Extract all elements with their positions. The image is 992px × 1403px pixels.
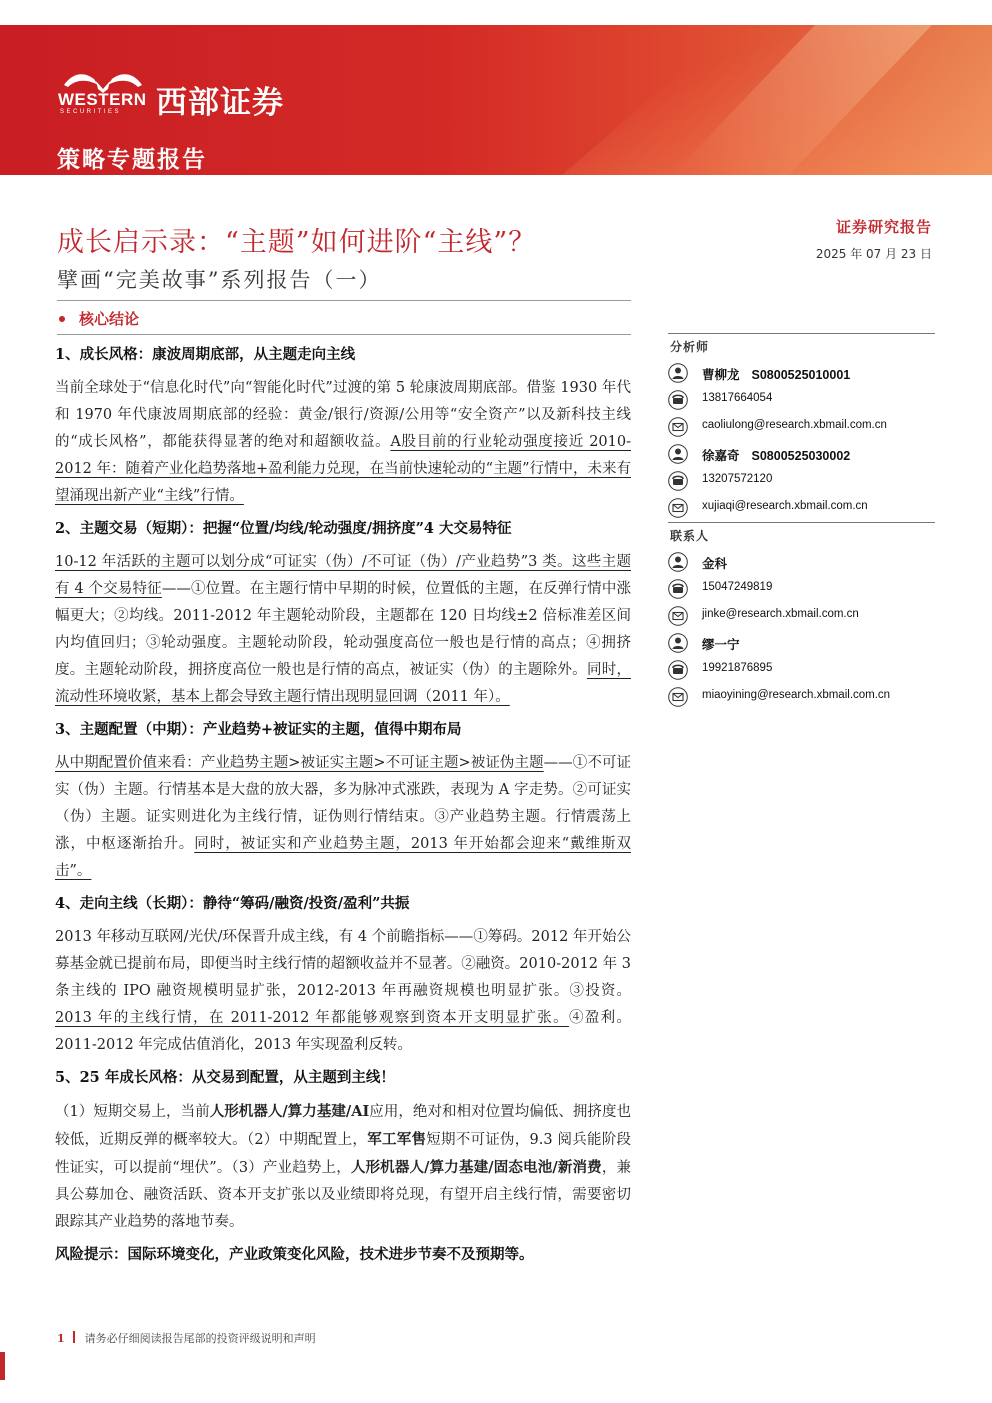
- section-heading-3: 3、主题配置（中期）：产业趋势+被证实的主题，值得中期布局: [55, 721, 462, 738]
- report-subtitle: 擘画“完美故事”系列报告（一）: [57, 268, 382, 292]
- divider: [668, 522, 935, 523]
- underlined-text: 同时，流动性环境收紧，基本上都会导致主题行情出现明显回调（2011 年）。: [55, 662, 632, 705]
- core-conclusion-label: 核心结论: [79, 310, 140, 328]
- logo-english: WESTERN: [58, 90, 147, 109]
- report-title: 成长启示录：“主题”如何进阶“主线”？: [57, 227, 537, 258]
- analyst-name: 曹柳龙: [702, 367, 740, 382]
- email-icon: [668, 687, 688, 707]
- bold-text: 人形机器人/算力基建/固态电池/新消费: [350, 1159, 602, 1176]
- report-date: 2025 年 07 月 23 日: [815, 247, 932, 261]
- section-heading-5: 5、25 年成长风格：从交易到配置，从主题到主线！: [55, 1069, 395, 1086]
- page-footer: [57, 1330, 316, 1346]
- contact-name: 金科: [702, 556, 728, 571]
- phone-icon: [668, 471, 688, 491]
- bullet-dot-icon: [59, 316, 65, 322]
- divider: [57, 334, 631, 335]
- analyst-phone: 13207572120: [702, 473, 773, 485]
- core-conclusion-heading: [57, 308, 139, 329]
- section-heading-1: 1、成长风格：康波周期底部，从主题走向主线: [55, 346, 356, 363]
- contact-name: 缪一宁: [702, 637, 740, 652]
- report-type: 策略专题报告: [57, 146, 207, 173]
- analyst-phone-row: [668, 468, 935, 495]
- footer-divider: [73, 1331, 75, 1343]
- body-text: 2013 年移动互联网/光伏/环保晋升成主线，有 4 个前瞻指标——①筹码。2012 年开始公募基金就已提前布局，即便当时主线行情的超额收益并不显著。②融资。2010-2012 年 3 条主线的 IPO 融资规模明显扩张，2012-2013 年再融资规模也明显扩张。③投资。: [55, 929, 631, 999]
- divider: [668, 333, 935, 334]
- phone-icon: [668, 660, 688, 680]
- section-body-5: [55, 1098, 631, 1236]
- person-icon: [668, 552, 688, 572]
- section-body-4: [55, 924, 631, 1059]
- underlined-text: A股目前的行业轮动强度接近 2010-2012 年：随着产业化趋势落地+盈利能力兑现，在当前快速轮动的“主题”行情中，未来有望涌现出新产业“主线”行情。: [55, 434, 631, 504]
- body-text: ④盈利。2011-2012 年完成估值消化，2013 年实现盈利反转。: [55, 1010, 631, 1053]
- contact-section-title: 联系人: [670, 529, 710, 543]
- page-edge-marker: [0, 1352, 5, 1380]
- analyst-license: S0800525030002: [751, 449, 851, 463]
- underlined-text: 10-12 年活跃的主题可以划分成“可证实（伪）/不可证（伪）/产业趋势”3 类。这些主题有 4 个交易特征: [55, 554, 631, 597]
- logo-subtitle: SECURITIES: [60, 109, 122, 115]
- phone-icon: [668, 579, 688, 599]
- body-text: 短期不可证伪，9.3 阅兵能阶段性证实，可以提前“埋伏”。（3）产业趋势上，: [55, 1132, 632, 1176]
- analyst-phone: 13817664054: [702, 392, 773, 404]
- email-icon: [668, 606, 688, 626]
- analyst-name: 徐嘉奇: [702, 448, 740, 463]
- person-icon: [668, 444, 688, 464]
- underlined-text: 2013 年的主线行情，在 2011-2012 年都能够观察到资本开支明显扩张。: [55, 1010, 569, 1026]
- analyst-section-title: 分析师: [670, 340, 710, 354]
- section-heading-4: 4、走向主线（长期）：静待“筹码/融资/投资/盈利”共振: [55, 895, 410, 912]
- analyst-email[interactable]: xujiaqi@research.xbmail.com.cn: [702, 500, 868, 512]
- contact-phone-row: [668, 657, 935, 684]
- header-banner: [0, 25, 992, 175]
- analyst-sidebar: [668, 333, 935, 711]
- underlined-text: 同时，被证实和产业趋势主题，2013 年开始都会迎来“戴维斯双击”。: [55, 836, 632, 879]
- risk-warning: 风险提示：国际环境变化，产业政策变化风险，技术进步节奏不及预期等。: [55, 1246, 534, 1263]
- body-text: ——①位置。在主题行情中早期的时候，位置低的主题，在反弹行情中涨幅更大；②均线。2011-2012 年主题轮动阶段，主题都在 120 日均线±2 倍标准差区间内均值回归；③轮动强度。主题轮动阶段，轮动强度高位一般也是行情的高点；④拥挤度。主题轮动阶段，拥挤度高位一般也是行情的高点，被证实（伪）的主题除外。: [55, 581, 631, 678]
- analyst-name-row: [668, 441, 935, 468]
- analyst-license: S0800525010001: [751, 368, 851, 382]
- footer-disclaimer: 请务必仔细阅读报告尾部的投资评级说明和声明: [84, 1332, 316, 1345]
- email-icon: [668, 498, 688, 518]
- section-heading-2: 2、主题交易（短期）：把握“位置/均线/轮动强度/拥挤度”4 大交易特征: [55, 520, 512, 537]
- section-body-3: [55, 750, 631, 885]
- body-text: ——①不可证实（伪）主题。行情基本是大盘的放大器，多为脉冲式涨跌，表现为 A 字走势。②可证实（伪）主题。证实则进化为主线行情，证伪则行情结束。③产业趋势主题。行情震荡上涨，中枢逐渐抬升。: [55, 755, 631, 852]
- contact-email[interactable]: jinke@research.xbmail.com.cn: [702, 608, 859, 620]
- phone-icon: [668, 390, 688, 410]
- body-text: （1）短期交易上，当前: [55, 1104, 210, 1120]
- analyst-email[interactable]: caoliulong@research.xbmail.com.cn: [702, 419, 887, 431]
- contact-phone-row: [668, 576, 935, 603]
- main-content: [55, 344, 631, 1266]
- contact-name-row: [668, 549, 935, 576]
- analyst-phone-row: [668, 387, 935, 414]
- contact-email-row: [668, 603, 935, 630]
- person-icon: [668, 363, 688, 383]
- contact-email[interactable]: miaoyining@research.xbmail.com.cn: [702, 689, 891, 701]
- contact-phone: 19921876895: [702, 662, 773, 674]
- underlined-text: 从中期配置价值来看：产业趋势主题>被证实主题>不可证主题>被证伪主题: [55, 755, 544, 771]
- bold-text: 人形机器人/算力基建/AI: [209, 1103, 370, 1120]
- page-number: 1: [57, 1332, 65, 1345]
- analyst-email-row: [668, 414, 935, 441]
- section-body-2: [55, 549, 631, 711]
- report-category: 证券研究报告: [835, 218, 932, 236]
- email-icon: [668, 417, 688, 437]
- bold-text: 军工军售: [367, 1131, 427, 1148]
- analyst-name-row: [668, 360, 935, 387]
- person-icon: [668, 633, 688, 653]
- contact-name-row: [668, 630, 935, 657]
- section-body-1: [55, 375, 631, 510]
- contact-email-row: [668, 684, 935, 711]
- body-text: 当前全球处于“信息化时代”向“智能化时代”过渡的第 5 轮康波周期底部。借鉴 1930 年代和 1970 年代康波周期底部的经验：黄金/银行/资源/公用等“安全资产”以及新科技主线的“成长风格”，都能获得显著的绝对和超额收益。: [55, 380, 631, 450]
- contact-phone: 15047249819: [702, 581, 773, 593]
- body-text: ，兼具公募加仓、融资活跃、资本开支扩张以及业绩即将兑现，有望开启主线行情，需要密切跟踪其产业趋势的落地节奏。: [55, 1160, 631, 1230]
- analyst-email-row: [668, 495, 935, 522]
- divider: [57, 300, 631, 301]
- body-text: 应用，绝对和相对位置均偏低、拥挤度也较低，近期反弹的概率较大。（2）中期配置上，: [55, 1104, 631, 1148]
- logo-chinese: 西部证券: [156, 85, 284, 121]
